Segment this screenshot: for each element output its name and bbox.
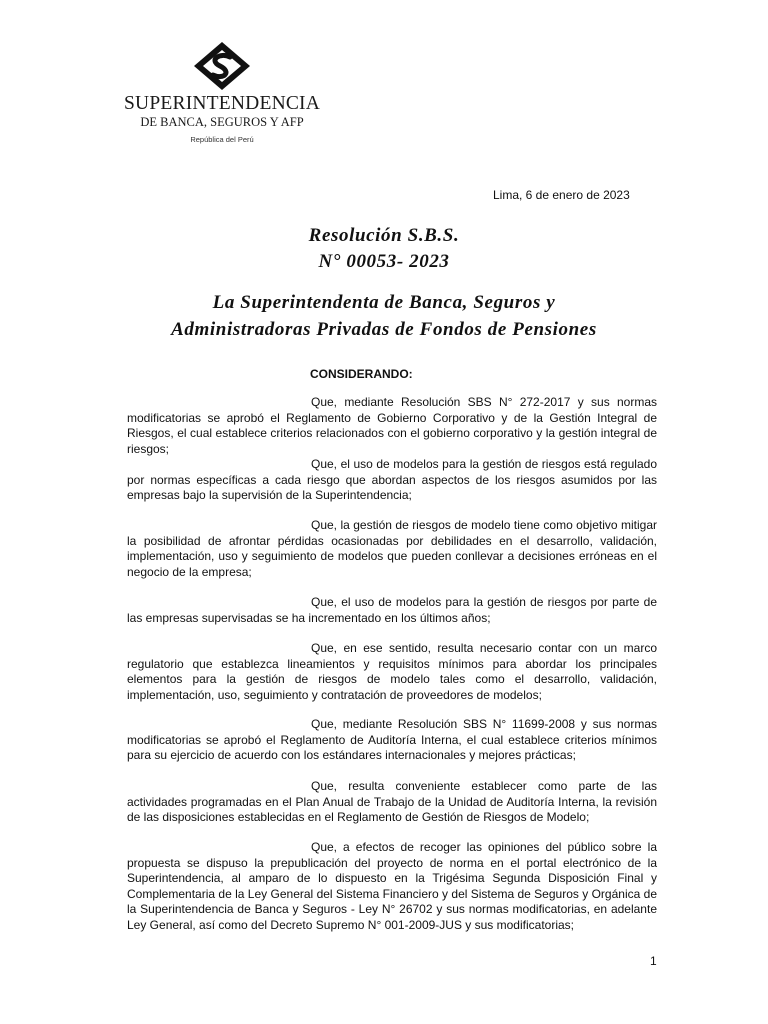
resolution-title: Resolución S.B.S. — [308, 225, 460, 246]
paragraph: Que, mediante Resolución SBS N° 11699-2008 y sus normas modificatorias se aprobó el Reglamento de Auditoría Interna, el cual establece criterios mínimos para su ejercicio de acuerdo con los estándares internacionales y mejores prácticas; — [127, 717, 657, 762]
paragraph: Que, resulta conveniente establecer como parte de las actividades programadas en el Plan Anual de Trabajo de la Unidad de Auditoría Interna, la revisión de las disposiciones establecidas en el Reglamento de Gestión de Riesgos de Modelo; — [127, 779, 657, 824]
resolution-number: N° 00053- 2023 — [318, 251, 450, 272]
paragraph: Que, en ese sentido, resulta necesario contar con un marco regulatorio que establezca lineamientos y requisitos mínimos para abordar los principales elementos para la gestión de riesgos de modelo tales como el desarrollo, validación, implementación, uso, seguimiento y contratación de proveedores de modelos; — [127, 641, 657, 702]
sbs-emblem-icon — [190, 40, 254, 92]
page-number: 1 — [650, 954, 657, 968]
sbs-logo — [124, 40, 320, 150]
authority-line-1: La Superintendenta de Banca, Seguros y — [212, 292, 556, 313]
authority-line-2: Administradoras Privadas de Fondos de Pensiones — [171, 319, 597, 340]
paragraph: Que, a efectos de recoger las opiniones del público sobre la propuesta se dispuso la prepublicación del proyecto de norma en el portal electrónico de la Superintendencia, al amparo de lo dispuesto en la Trigésima Segunda Disposición Final y Complementaria de la Ley General del Sistema Financiero y del Sistema de Seguros y Orgánica de la Superintendencia de Banca y Seguros - Ley N° 26702 y sus normas modificatorias, en adelante Ley General, así como del Decreto Supremo N° 001-2009-JUS y sus modificatorias; — [127, 840, 657, 932]
logo-name: SUPERINTENDENCIA — [124, 93, 321, 114]
logo-subtitle: DE BANCA, SEGUROS Y AFP — [140, 115, 304, 129]
paragraph: Que, mediante Resolución SBS N° 272-2017 y sus normas modificatorias se aprobó el Reglamento de Gobierno Corporativo y de la Gestión Integral de Riesgos, el cual establece criterios relacionados con el gobierno corporativo y la gestión integral de riesgos; — [127, 395, 657, 456]
paragraph: Que, el uso de modelos para la gestión de riesgos por parte de las empresas supervisadas se ha incrementado en los últimos años; — [127, 595, 657, 625]
section-heading: CONSIDERANDO: — [310, 367, 413, 381]
paragraph: Que, la gestión de riesgos de modelo tiene como objetivo mitigar la posibilidad de afrontar pérdidas ocasionadas por debilidades en el desarrollo, validación, implementación, uso y seguimiento de modelos que pueden conllevar a decisiones erróneas en el negocio de la empresa; — [127, 518, 657, 579]
document-date: Lima, 6 de enero de 2023 — [493, 188, 630, 202]
paragraph: Que, el uso de modelos para la gestión de riesgos está regulado por normas específicas a cada riesgo que abordan aspectos de los riesgos asumidos por las empresas bajo la supervisión de la Superintendencia; — [127, 457, 657, 502]
logo-country: República del Perú — [190, 135, 254, 144]
